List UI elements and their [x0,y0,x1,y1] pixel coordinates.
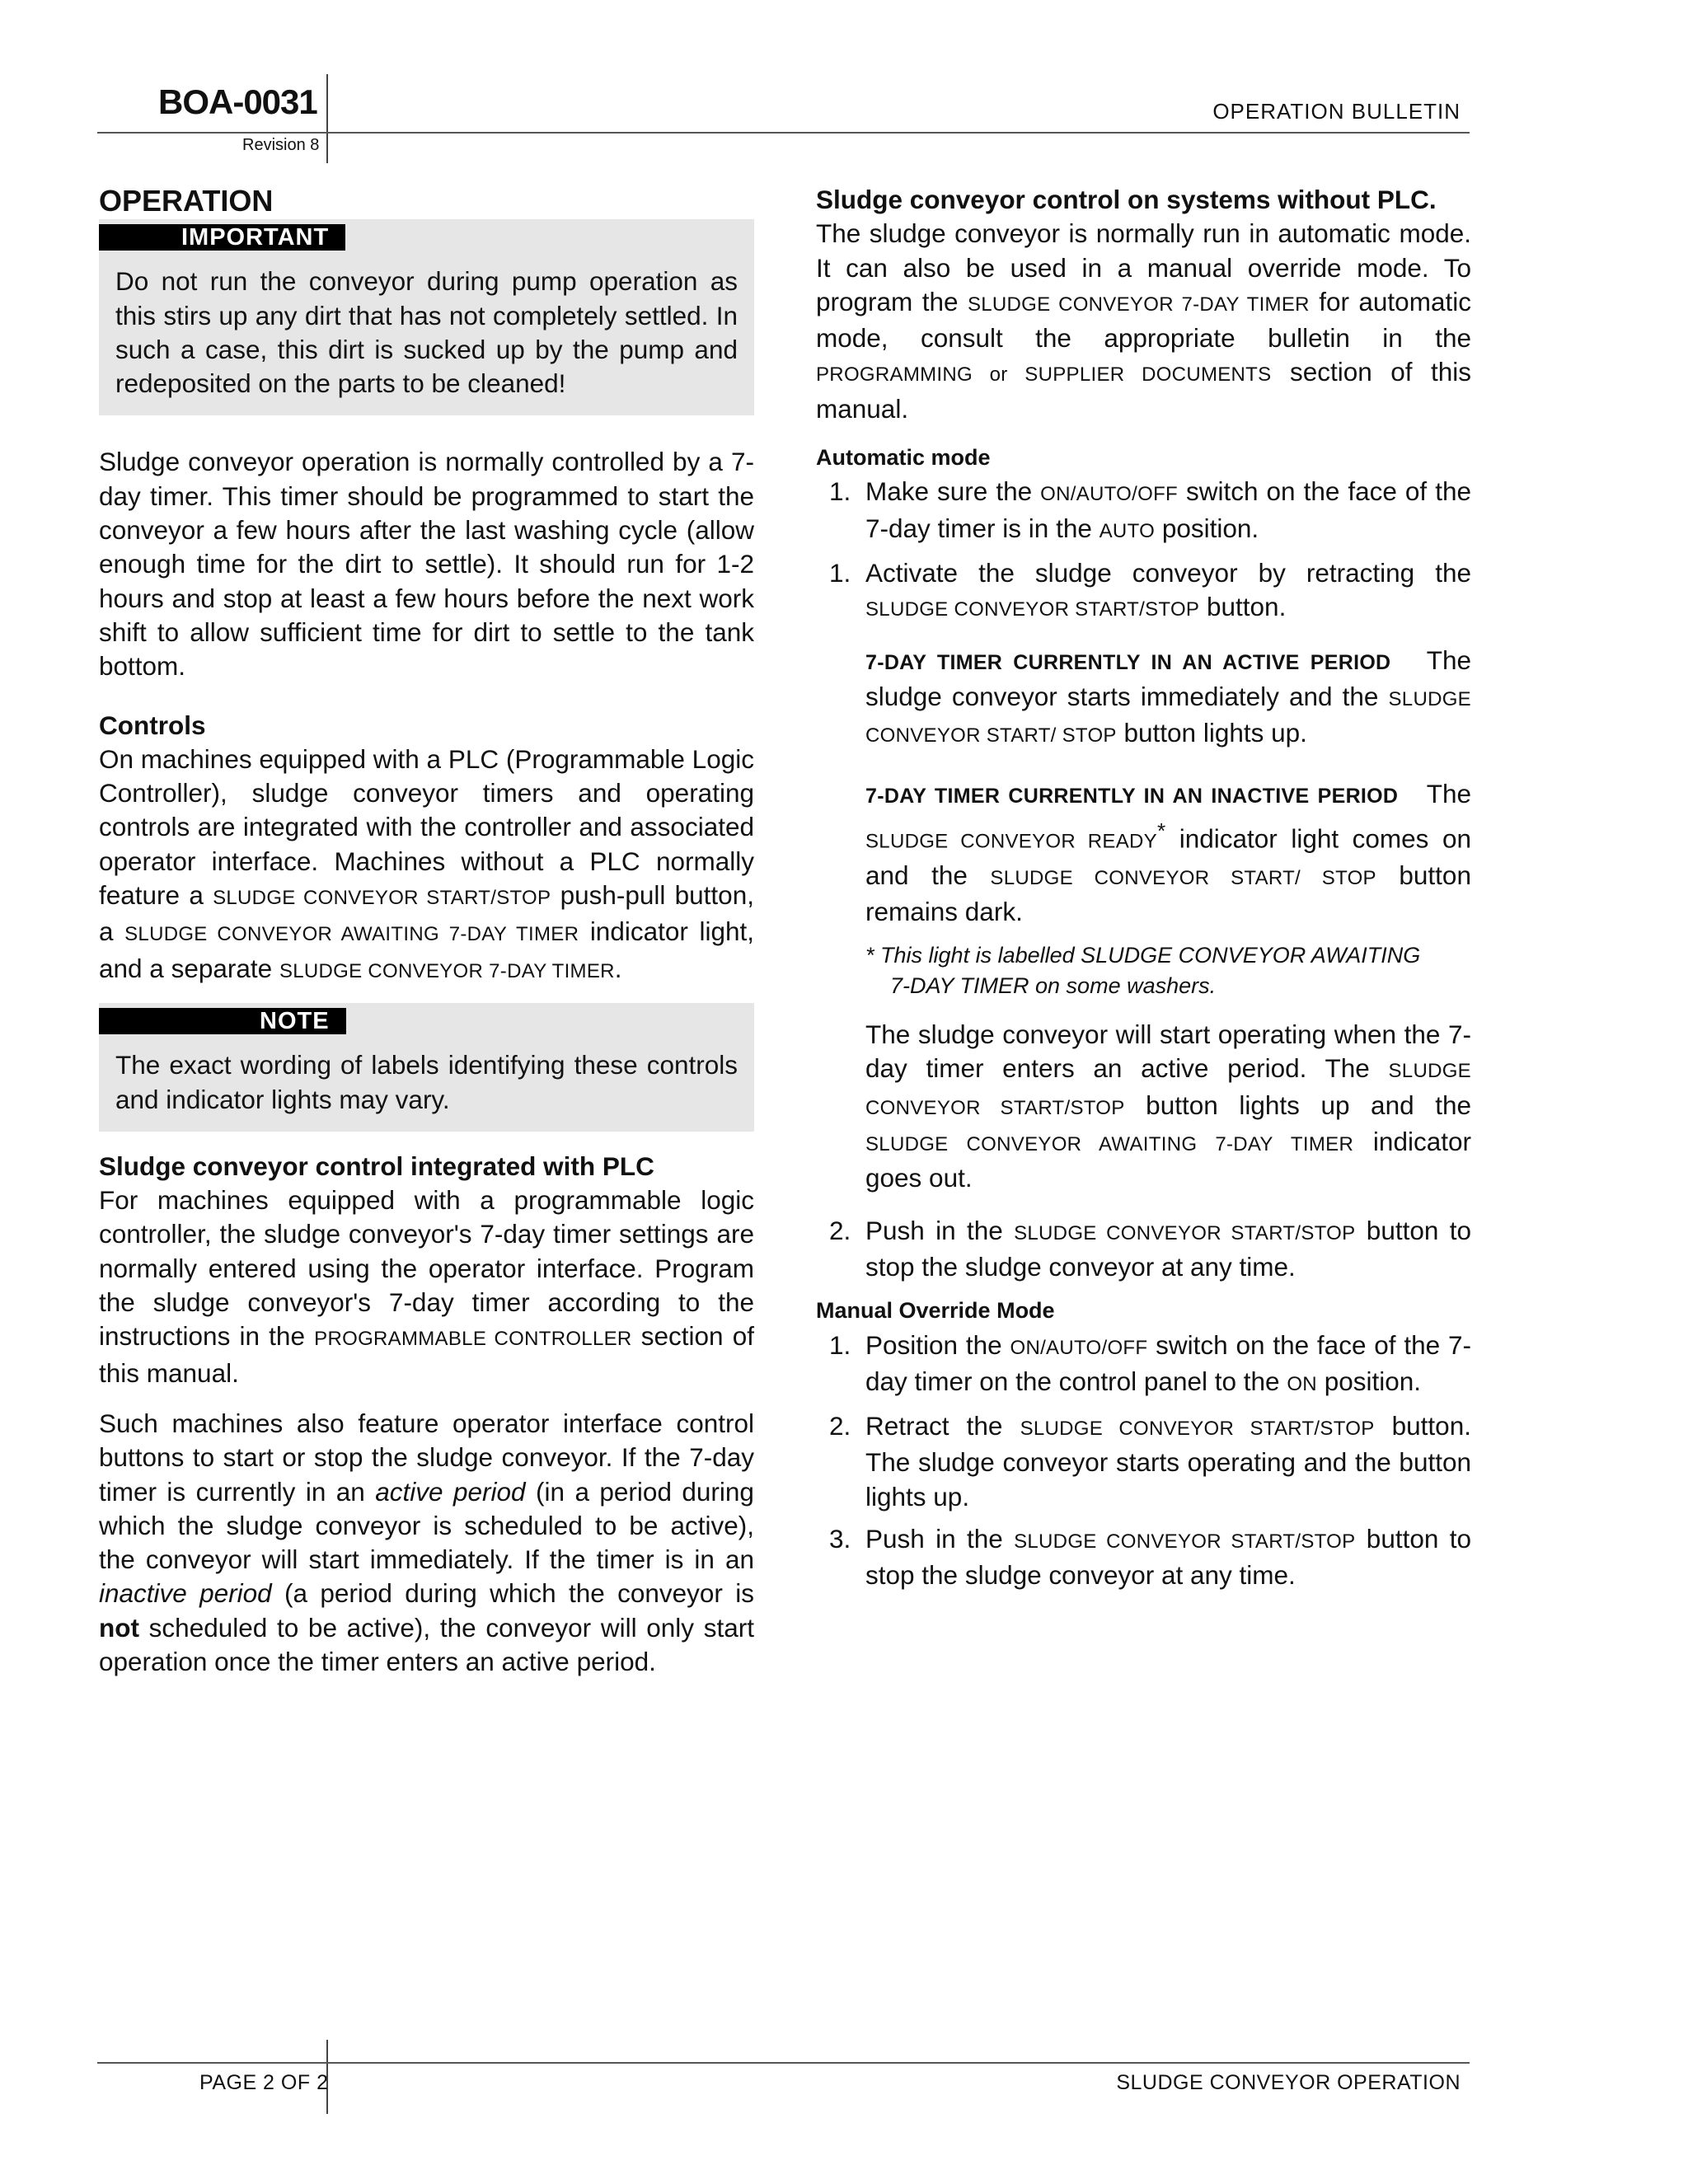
right-column [816,183,1471,1593]
list-item: 1. Activate the sludge conveyor by retracting the SLUDGE CONVEYOR START/STOP button. [829,557,1471,622]
bulletin-type: OPERATION BULLETIN [1212,99,1461,124]
header-divider-vertical [326,74,328,163]
note-tag: NOTE [99,1008,346,1034]
plc-paragraph: For machines equipped with a programmable logic controller, the sludge conveyor's 7-day timer settings are normally entered using the operator interface. Program the sludge conveyor's 7-day timer according to the instructions in the PROGRAMMABLE CONTROLLER section of this manual. [99,1185,754,1388]
left-column [99,183,754,1679]
no-plc-heading: Sludge conveyor control on systems without PLC. [816,185,1437,214]
inactive-period-paragraph: 7-DAY TIMER CURRENTLY IN AN INACTIVE PERIOD The SLUDGE CONVEYOR READY* indicator light comes on and the SLUDGE CONVEYOR START/ STOP button remains dark. [865,779,1471,926]
revision-label: Revision 8 [242,136,320,154]
footer-rule [97,2062,1470,2064]
important-callout [99,219,754,415]
list-item: 3. Push in the SLUDGE CONVEYOR START/STOP button to stop the sludge conveyor at any time. [829,1524,1471,1591]
list-item: 2. Retract the SLUDGE CONVEYOR START/STOP button. The sludge conveyor starts operating and the button lights up. [829,1411,1471,1511]
list-item: 1. Position the ON/AUTO/OFF switch on the face of the 7-day timer on the control panel to the ON position. [829,1329,1471,1396]
automatic-mode-heading: Automatic mode [816,445,991,471]
footer-title: SLUDGE CONVEYOR OPERATION [1116,2071,1461,2094]
page-number: PAGE 2 OF 2 [199,2071,329,2094]
automatic-mode-steps [816,475,1471,626]
footnote: * This light is labelled SLUDGE CONVEYOR AWAITING 7-DAY TIMER on some washers. [865,943,1421,999]
list-item: 1. Make sure the ON/AUTO/OFF switch on the face of the 7-day timer is in the AUTO position. [829,476,1471,543]
no-plc-paragraph: The sludge conveyor is normally run in automatic mode. It can also be used in a manual override mode. To program the SLUDGE CONVEYOR 7-DAY TIMER for automatic mode, consult the appropriate bulletin in the PROGRAMMING or SUPPLIER DOCUMENTS section of this manual. [816,218,1471,424]
intro-paragraph: Sludge conveyor operation is normally controlled by a 7-day timer. This timer should be programmed to start the conveyor a few hours after the last washing cycle (allow enough time for the dirt to settle). It should run for 1-2 hours and stop at least a few hours before the next work shift to allow sufficient time for dirt to settle to the tank bottom. [99,447,754,682]
list-item: 2. Push in the SLUDGE CONVEYOR START/STOP button to stop the sludge conveyor at any time. [829,1215,1471,1282]
automatic-mode-steps-continued [816,1214,1471,1285]
manual-override-steps [816,1329,1471,1593]
note-text: The exact wording of labels identifying these controls and indicator lights may vary. [115,1050,738,1114]
document-id: BOA-0031 [158,82,317,121]
important-text: Do not run the conveyor during pump operation as this stirs up any dirt that has not completely settled. In such a case, this dirt is sucked up by the pump and redeposited on the parts to be cleaned! [115,266,738,399]
section-title: OPERATION [99,184,274,218]
active-period-paragraph: 7-DAY TIMER CURRENTLY IN AN ACTIVE PERIOD The sludge conveyor starts immediately and the SLUDGE CONVEYOR START/ STOP button lights up. [865,644,1471,748]
header-rule [97,132,1470,134]
controls-paragraph: On machines equipped with a PLC (Programmable Logic Controller), sludge conveyor timers and operating controls are integrated with the controller and associated operator interface. Machines without a PLC normally feature a SLUDGE CONVEYOR START/STOP push-pull button, a SLUDGE CONVEYOR AWAITING 7-DAY TIMER indicator light, and a separate SLUDGE CONVEYOR 7-DAY TIMER. [99,743,754,983]
manual-override-heading: Manual Override Mode [816,1298,1055,1324]
such-machines-paragraph: Such machines also feature operator interface control buttons to start or stop the sludge conveyor. If the 7-day timer is currently in an active period (in a period during which the sludge conveyor is scheduled to be active), the conveyor will start immediately. If the timer is in an inactive period (a period during which the conveyor is not scheduled to be active), the conveyor will only start operation once the timer enters an active period. [99,1408,754,1676]
important-tag: IMPORTANT [99,224,345,251]
plc-heading: Sludge conveyor control integrated with PLC [99,1151,654,1181]
will-start-paragraph: The sludge conveyor will start operating when the 7-day timer enters an active period. The SLUDGE CONVEYOR START/STOP button lights up and the SLUDGE CONVEYOR AWAITING 7-DAY TIMER indicator goes out. [865,1019,1471,1193]
controls-heading: Controls [99,710,206,740]
note-callout [99,1003,754,1132]
